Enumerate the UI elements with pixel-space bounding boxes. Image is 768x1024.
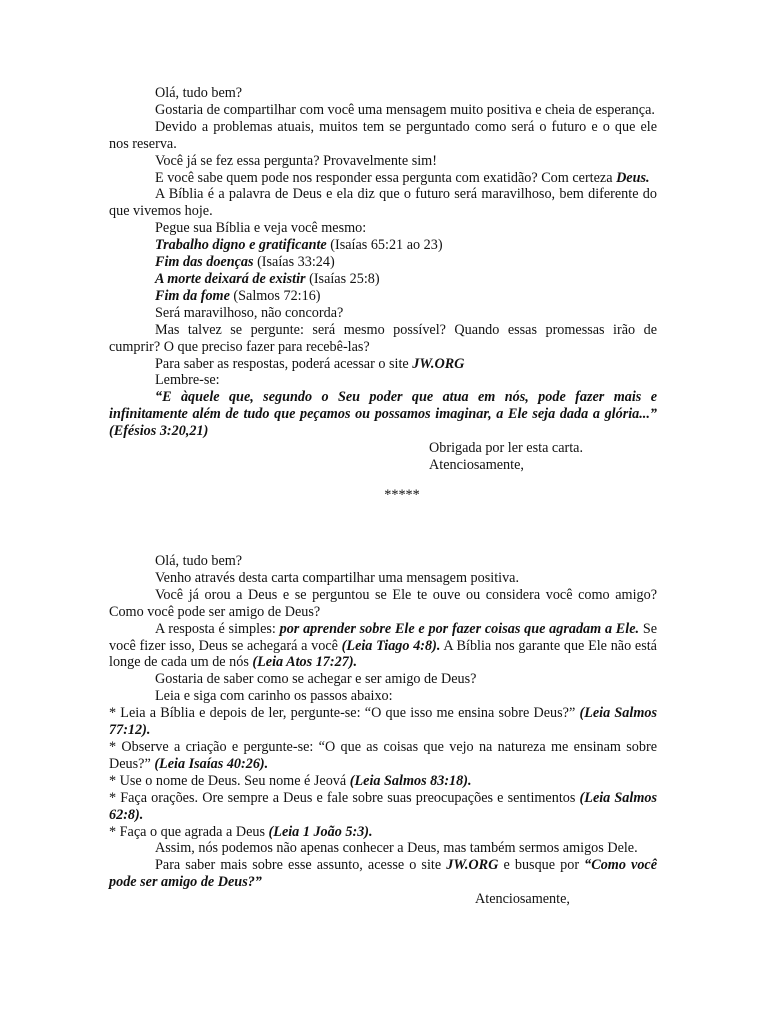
scripture-ref: (Leia Isaías 40:26). <box>154 755 269 772</box>
answer-paragraph <box>109 621 657 672</box>
promise-item <box>109 237 657 254</box>
step-item <box>109 705 657 739</box>
remember-line: Lembre-se: <box>155 372 220 389</box>
promise-ref: (Isaías 25:8) <box>305 270 380 287</box>
question-line: Você já se fez essa pergunta? Provavelmente sim! <box>155 152 437 169</box>
signoff: Atenciosamente, <box>429 456 524 473</box>
scripture-ref: (Leia Salmos 77:12). <box>109 705 657 739</box>
bible-quote: “E àquele que, segundo o Seu poder que atua em nós, pode fazer mais e infinitamente além de tudo que peçamos ou possamos imaginar, a Ele seja dada a glória...” (Efésios 3:20,21) <box>109 389 657 440</box>
promise-title: Trabalho digno e gratificante <box>155 237 327 254</box>
doubt-paragraph: Mas talvez se pergunte: será mesmo possível? Quando essas promessas irão de cumprir? O que preciso fazer para recebê-las? <box>109 321 657 355</box>
promise-title: Fim da fome <box>155 287 230 304</box>
answer-text: A resposta é simples: <box>155 620 280 637</box>
site-line <box>109 356 657 373</box>
step-text: * Use o nome de Deus. Seu nome é Jeová <box>109 772 350 789</box>
want-to-know-line: Gostaria de saber como se achegar e ser amigo de Deus? <box>155 671 477 688</box>
step-item <box>109 824 657 841</box>
signoff: Atenciosamente, <box>475 891 570 908</box>
greeting: Olá, tudo bem? <box>155 553 243 569</box>
letter-1 <box>109 85 657 516</box>
scripture-ref: (Leia 1 João 5:3). <box>268 823 373 840</box>
scripture-ref: (Leia Tiago 4:8). <box>341 637 441 654</box>
greeting: Olá, tudo bem? <box>155 85 243 101</box>
promise-ref: (Salmos 72:16) <box>229 287 321 304</box>
scripture-ref: (Leia Salmos 62:8). <box>109 789 657 823</box>
promise-item <box>109 271 657 288</box>
scripture-ref: (Leia Salmos 83:18). <box>349 772 472 789</box>
step-text: * Observe a criação e pergunte-se: “O que as coisas que vejo na natureza me ensinam sobre Deus?” <box>109 738 657 772</box>
promise-item <box>109 288 657 305</box>
thus-paragraph: Assim, nós podemos não apenas conhecer a Deus, mas também sermos amigos Dele. <box>155 840 638 857</box>
more-text: e busque por <box>498 857 585 874</box>
more-paragraph <box>109 857 657 891</box>
prayed-paragraph: Você já orou a Deus e se perguntou se Ele te ouve ou considera você como amigo? Como você pode ser amigo de Deus? <box>109 586 657 620</box>
site-text: Para saber as respostas, poderá acessar o site <box>155 355 413 372</box>
step-text: * Faça orações. Ore sempre a Deus e fale sobre suas preocupações e sentimentos <box>109 789 580 806</box>
step-item <box>109 739 657 773</box>
scripture-ref: (Leia Atos 17:27). <box>252 654 358 671</box>
separator: ***** <box>384 486 420 503</box>
site-link[interactable]: JW.ORG <box>446 857 499 874</box>
step-item <box>109 773 657 790</box>
intro-paragraph: Gostaria de compartilhar com você uma mensagem muito positiva e cheia de esperança. <box>155 101 655 118</box>
who-answers-paragraph <box>109 170 657 187</box>
search-term: “Como você pode ser amigo de Deus?” <box>109 857 658 891</box>
letter-2 <box>109 553 657 908</box>
more-text: Para saber mais sobre esse assunto, acesse o site <box>155 857 447 874</box>
follow-steps-line: Leia e siga com carinho os passos abaixo: <box>155 688 393 705</box>
who-answers-text: E você sabe quem pode nos responder essa pergunta com exatidão? Com certeza <box>155 169 613 186</box>
answer-text: A Bíblia nos garante que Ele não está longe de cada um de nós <box>109 637 657 671</box>
promise-title: Fim das doenças <box>155 254 254 271</box>
deus-emphasis: Deus. <box>616 169 650 186</box>
promise-ref: (Isaías 33:24) <box>253 254 335 271</box>
wonderful-line: Será maravilhoso, não concorda? <box>155 304 344 321</box>
step-text: * Leia a Bíblia e depois de ler, pergunte-se: “O que isso me ensina sobre Deus?” <box>109 705 580 722</box>
bible-paragraph: A Bíblia é a palavra de Deus e ela diz que o futuro será maravilhoso, bem diferente do que vivemos hoje. <box>109 186 657 220</box>
intro-paragraph: Venho através desta carta compartilhar uma mensagem positiva. <box>155 569 520 586</box>
step-item <box>109 790 657 824</box>
answer-text: Se você fizer isso, Deus se achegará a você <box>109 620 658 654</box>
promise-ref: (Isaías 65:21 ao 23) <box>326 237 443 254</box>
problems-paragraph: Devido a problemas atuais, muitos tem se perguntado como será o futuro e o que ele nos reserva. <box>109 118 657 152</box>
thanks-line: Obrigada por ler esta carta. <box>429 440 584 457</box>
step-text: * Faça o que agrada a Deus <box>109 823 269 840</box>
site-link[interactable]: JW.ORG <box>412 355 465 372</box>
promise-title: A morte deixará de existir <box>155 270 306 287</box>
see-yourself-line: Pegue sua Bíblia e veja você mesmo: <box>155 220 367 237</box>
answer-emphasis: por aprender sobre Ele e por fazer coisas que agradam a Ele. <box>279 620 640 637</box>
promise-item <box>109 254 657 271</box>
